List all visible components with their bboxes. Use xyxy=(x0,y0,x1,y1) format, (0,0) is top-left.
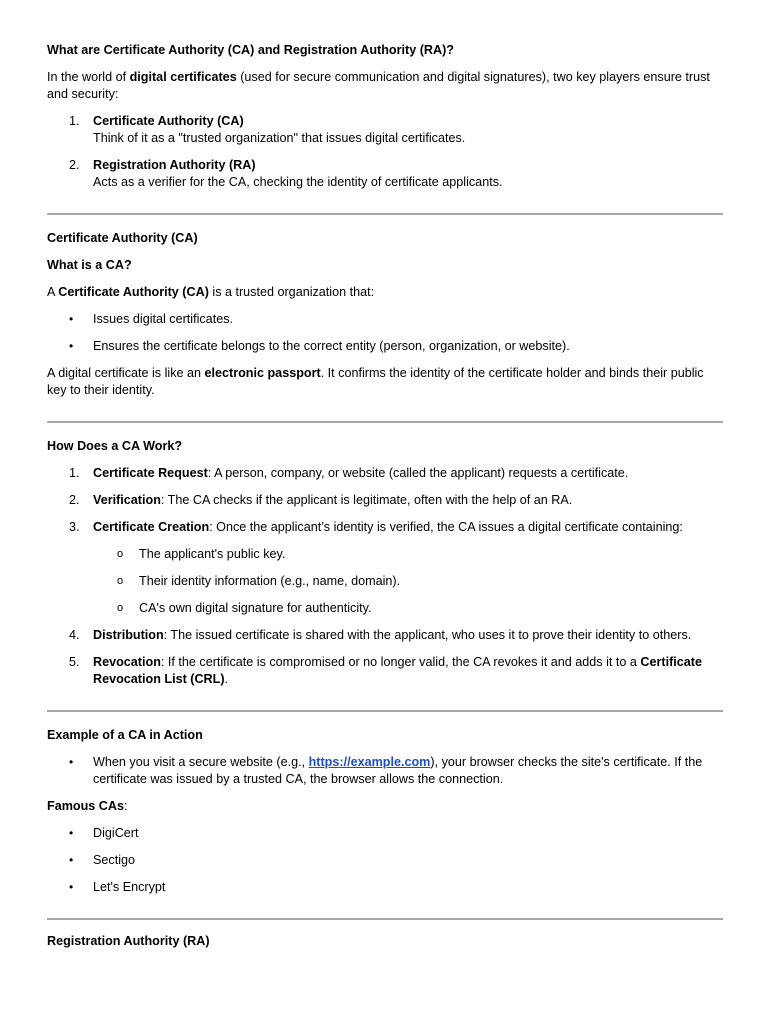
list-item xyxy=(47,492,722,509)
list-number: 2. xyxy=(69,158,80,172)
sub-item-text: The applicant's public key. xyxy=(139,547,286,561)
famous-title-text: Famous CAs xyxy=(47,799,124,813)
list-number: 3. xyxy=(69,520,80,534)
list-item-desc: Think of it as a "trusted organization" that issues digital certificates. xyxy=(93,131,466,145)
bullet-icon: • xyxy=(69,312,74,326)
list-item-desc: Acts as a verifier for the CA, checking the identity of certificate applicants. xyxy=(93,175,503,189)
list-item xyxy=(47,311,722,328)
sub-item-text: Their identity information (e.g., name, domain). xyxy=(139,574,401,588)
example-bullets xyxy=(47,754,722,788)
bullet-icon: • xyxy=(69,339,74,353)
bullet-icon: • xyxy=(69,826,74,840)
step-text: : The issued certificate is shared with the applicant, who uses it to prove their identity to others. xyxy=(163,628,692,642)
step-text: : If the certificate is compromised or no longer valid, the CA revokes it and adds it to a xyxy=(160,655,641,669)
list-item xyxy=(47,338,722,355)
divider xyxy=(47,213,723,215)
bullet-icon: • xyxy=(69,880,74,894)
ca-bullets xyxy=(47,311,722,355)
passport-text-1: A digital certificate is like an xyxy=(47,366,205,380)
how-title: How Does a CA Work? xyxy=(47,439,183,453)
list-item xyxy=(47,627,722,644)
divider xyxy=(47,421,723,423)
famous-title xyxy=(47,798,722,815)
list-number: 5. xyxy=(69,655,80,669)
list-number: 2. xyxy=(69,493,80,507)
circle-bullet-icon: o xyxy=(117,548,124,560)
list-item xyxy=(47,825,722,842)
list-item-text: Let's Encrypt xyxy=(93,880,166,894)
intro-paragraph xyxy=(47,69,722,103)
intro-text-2: (used for secure communication and digital signatures), two key players ensure trust and security: xyxy=(47,70,710,101)
sub-list-item xyxy=(47,546,722,563)
ca-def-text-1: A xyxy=(47,285,59,299)
list-item-text: DigiCert xyxy=(93,826,139,840)
ca-def-text-2: is a trusted organization that: xyxy=(208,285,375,299)
sub-list-item xyxy=(47,600,722,617)
ca-title: Certificate Authority (CA) xyxy=(47,231,198,245)
ra-title: Registration Authority (RA) xyxy=(47,934,210,948)
how-steps xyxy=(47,465,722,536)
circle-bullet-icon: o xyxy=(117,602,124,614)
list-item xyxy=(47,654,722,688)
divider xyxy=(47,918,723,920)
list-item xyxy=(47,754,722,788)
list-item-title: Certificate Authority (CA) xyxy=(93,114,244,128)
sub-item-text: CA's own digital signature for authenticity. xyxy=(139,601,372,615)
how-steps-continued xyxy=(47,627,722,688)
list-item xyxy=(47,157,722,191)
step-term: Distribution xyxy=(93,628,164,642)
famous-list xyxy=(47,825,722,896)
list-number: 1. xyxy=(69,114,80,128)
ca-what-title: What is a CA? xyxy=(47,258,132,272)
step-term-crl: Certificate Revocation List (CRL) xyxy=(93,655,702,686)
step-term: Certificate Creation xyxy=(93,520,210,534)
divider xyxy=(47,710,723,712)
list-item-text: Issues digital certificates. xyxy=(93,312,233,326)
example-title: Example of a CA in Action xyxy=(47,728,203,742)
intro-bold: digital certificates xyxy=(129,70,237,84)
example-link[interactable]: https://example.com xyxy=(308,755,431,769)
list-number: 4. xyxy=(69,628,80,642)
step-end: . xyxy=(224,672,229,686)
ca-passport-paragraph xyxy=(47,365,722,399)
example-text-2: ), your browser checks the site's certificate. If the certificate was issued by a trusted CA, the browser allows the connection. xyxy=(93,755,703,786)
ca-definition xyxy=(47,284,722,301)
step-term: Verification xyxy=(93,493,161,507)
circle-bullet-icon: o xyxy=(117,575,124,587)
list-item-text: Ensures the certificate belongs to the correct entity (person, organization, or website). xyxy=(93,339,570,353)
step-text: : The CA checks if the applicant is legitimate, often with the help of an RA. xyxy=(160,493,573,507)
sub-list-item xyxy=(47,573,722,590)
intro-title: What are Certificate Authority (CA) and Registration Authority (RA)? xyxy=(47,43,454,57)
list-item xyxy=(47,113,722,147)
step-text: : Once the applicant’s identity is verified, the CA issues a digital certificate containing: xyxy=(209,520,683,534)
list-item xyxy=(47,465,722,482)
step-term: Certificate Request xyxy=(93,466,208,480)
intro-text-1: In the world of xyxy=(47,70,130,84)
bullet-icon: • xyxy=(69,853,74,867)
intro-list xyxy=(47,113,722,191)
ca-def-bold: Certificate Authority (CA) xyxy=(58,285,209,299)
passport-bold: electronic passport xyxy=(204,366,321,380)
list-item xyxy=(47,519,722,536)
how-sub-items xyxy=(47,546,722,617)
list-item-title: Registration Authority (RA) xyxy=(93,158,256,172)
list-item xyxy=(47,852,722,869)
list-item xyxy=(47,879,722,896)
famous-colon: : xyxy=(123,799,128,813)
step-term: Revocation xyxy=(93,655,161,669)
list-number: 1. xyxy=(69,466,80,480)
step-text: : A person, company, or website (called the applicant) requests a certificate. xyxy=(207,466,629,480)
list-item-text: Sectigo xyxy=(93,853,136,867)
bullet-icon: • xyxy=(69,755,74,769)
passport-text-2: . It confirms the identity of the certificate holder and binds their public key to their identity. xyxy=(47,366,704,397)
example-text-1: When you visit a secure website (e.g., xyxy=(93,755,309,769)
